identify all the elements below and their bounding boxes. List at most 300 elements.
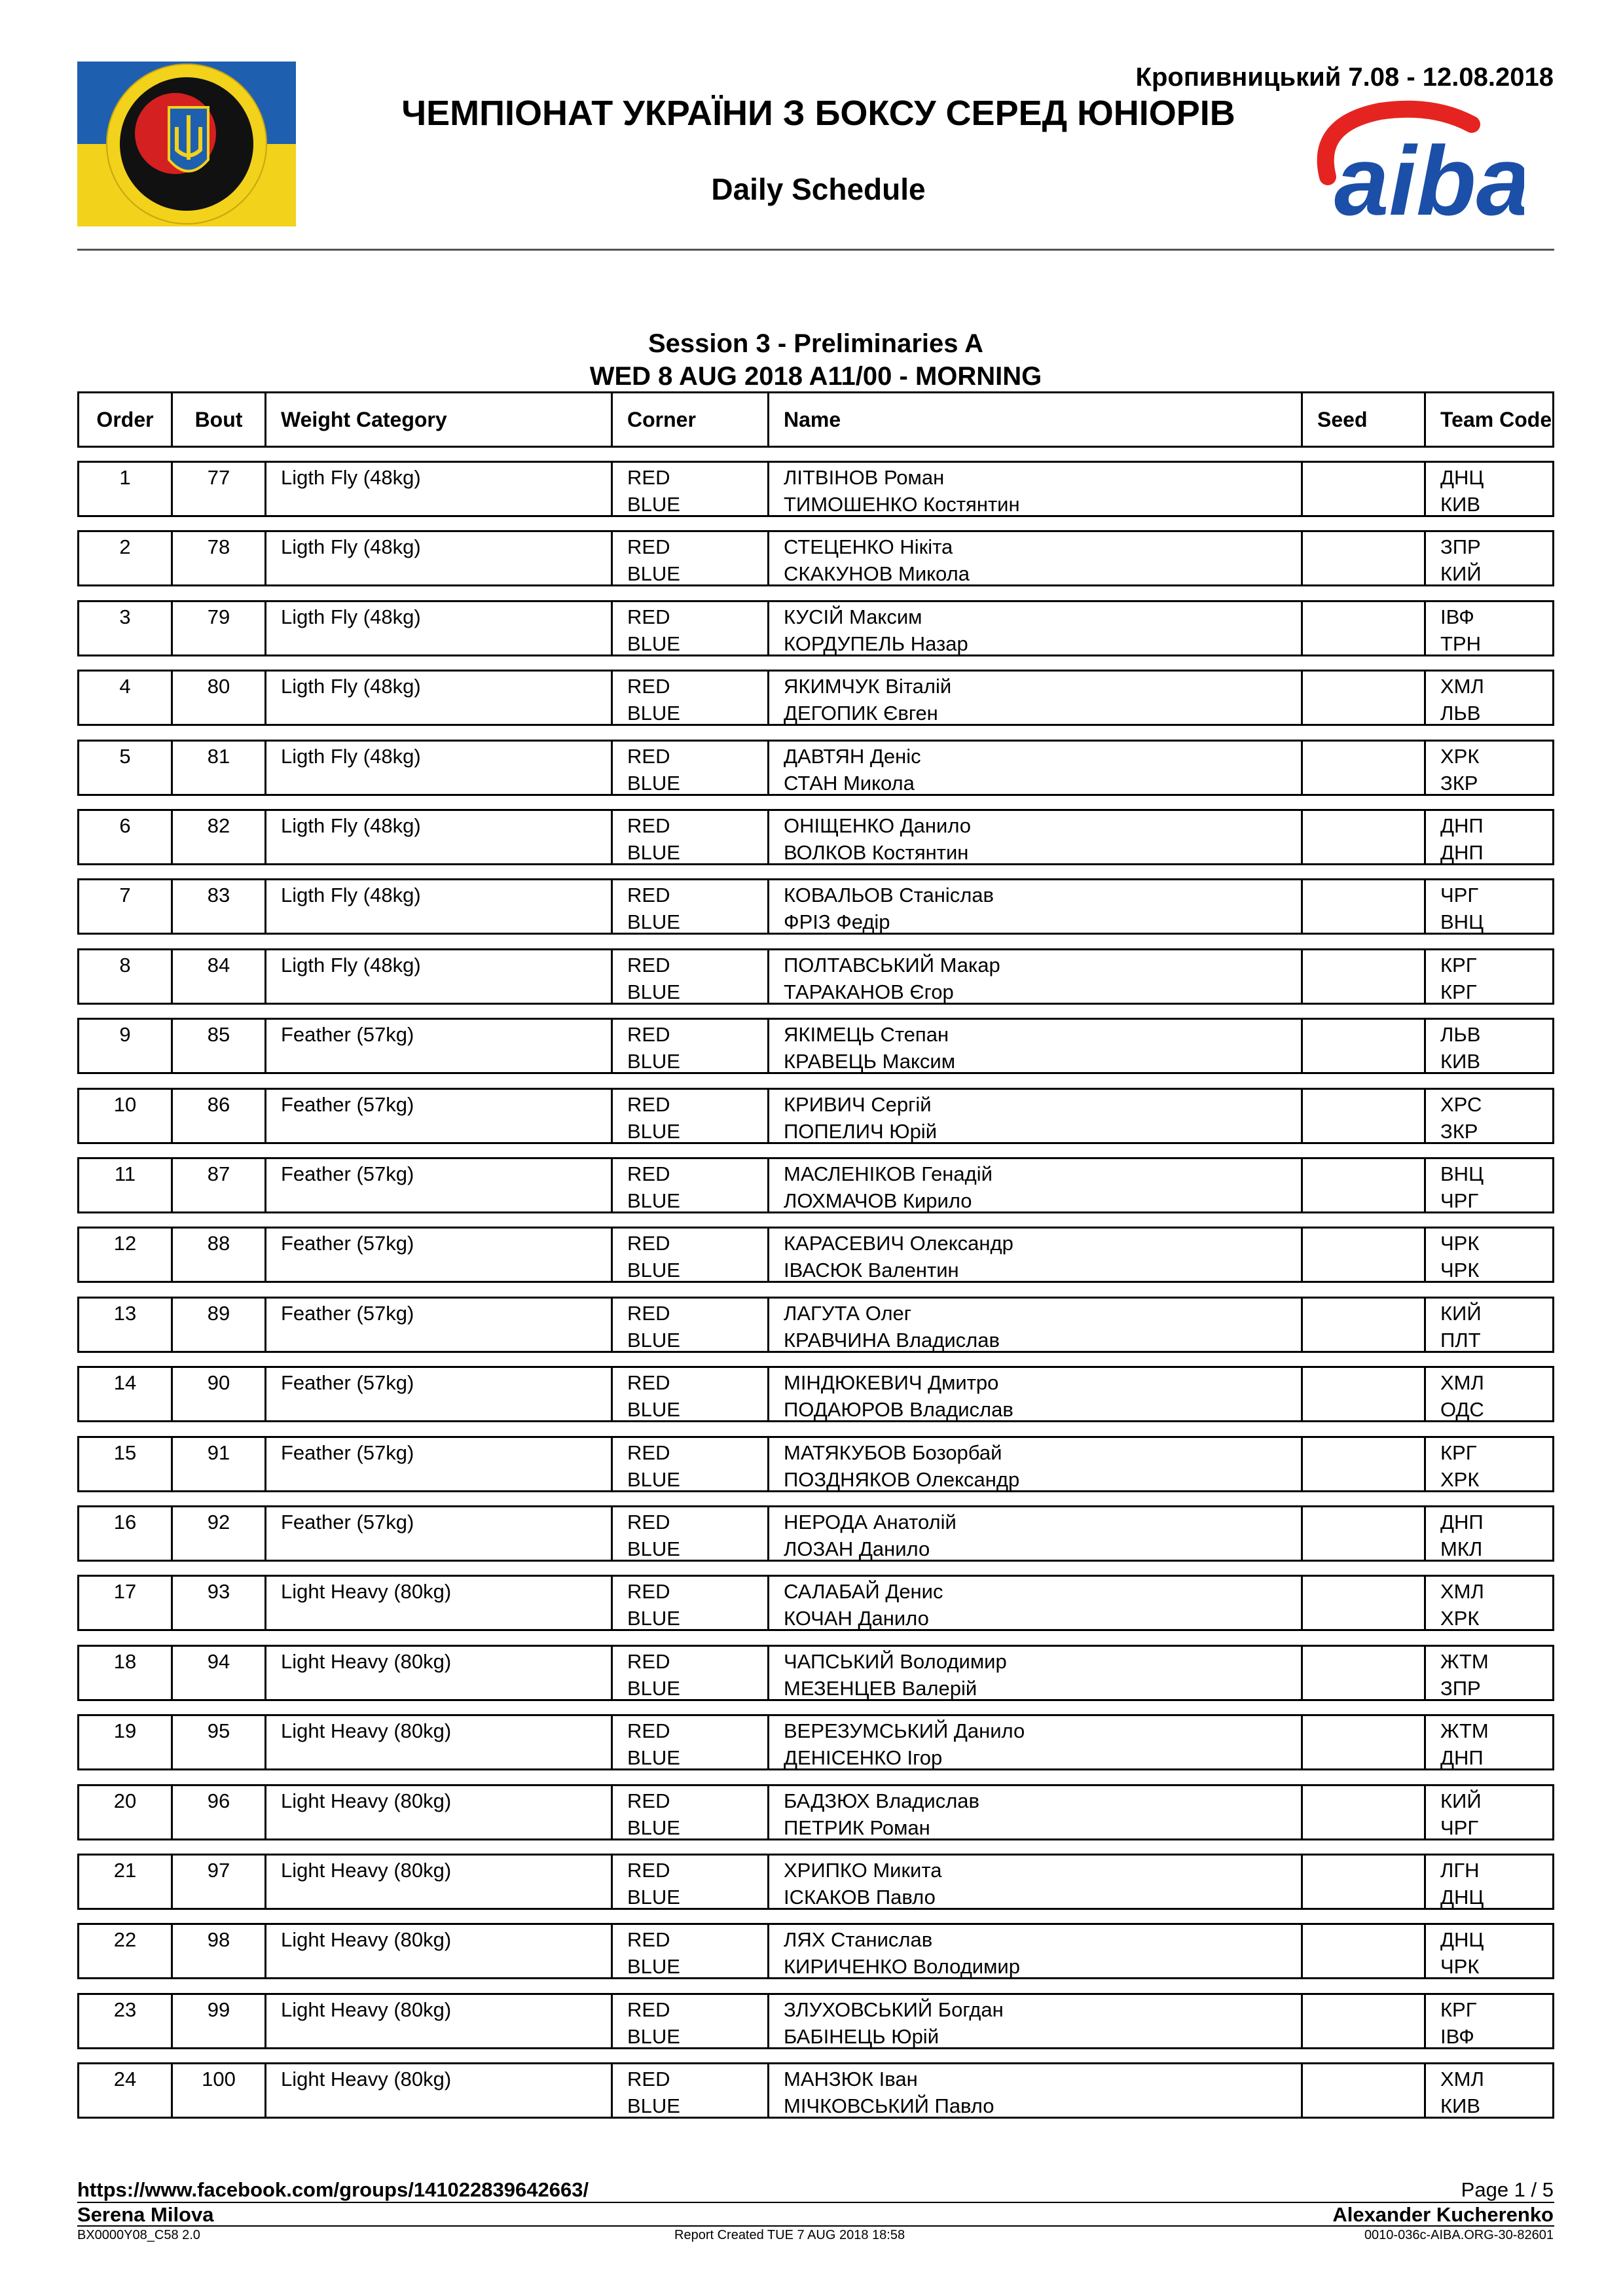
team-code-team-blue: ІВФ	[1440, 2025, 1474, 2048]
team-code-team-red: ХРС	[1440, 1093, 1482, 1116]
team-code-cell	[1426, 1507, 1552, 1560]
boxer-name-name-blue: КИРИЧЕНКО Володимир	[784, 1955, 1020, 1978]
weight-category-cell	[266, 880, 613, 933]
bout-order-order: 16	[113, 1511, 137, 1534]
team-code-team-red: ЧРГ	[1440, 884, 1479, 906]
team-code-team-red: КРГ	[1440, 954, 1477, 977]
bout-order-cell	[79, 1716, 173, 1768]
weight-category-cell	[266, 602, 613, 655]
corner-cell	[613, 1786, 769, 1839]
team-code-team-blue: ТРН	[1440, 632, 1481, 655]
corner-corner-red: RED	[627, 1371, 670, 1394]
col-order: Order	[79, 393, 173, 446]
bout-number-cell	[173, 1786, 266, 1839]
boxer-name-cell	[769, 1507, 1303, 1560]
weight-category-cell	[266, 1159, 613, 1211]
corner-corner-red: RED	[627, 675, 670, 698]
team-code-team-red: ЖТМ	[1440, 1650, 1489, 1673]
corner-cell	[613, 1368, 769, 1420]
bout-order-order: 20	[113, 1789, 137, 1812]
corner-corner-blue: BLUE	[627, 1955, 680, 1978]
bout-number-cell	[173, 1020, 266, 1072]
corner-cell	[613, 463, 769, 515]
team-code-team-blue: КРГ	[1440, 980, 1477, 1003]
boxer-name-cell	[769, 1577, 1303, 1629]
bout-number-cell	[173, 463, 266, 515]
boxer-name-cell	[769, 1716, 1303, 1768]
ukrainian-boxing-federation-logo	[77, 62, 296, 226]
team-code-team-red: ДНЦ	[1440, 1928, 1484, 1951]
corner-cell	[613, 1438, 769, 1490]
corner-cell	[613, 1577, 769, 1629]
footer-left-name: Serena Milova	[77, 2203, 214, 2226]
weight-category-weight: Feather (57kg)	[281, 1162, 414, 1185]
page-subtitle: Daily Schedule	[711, 172, 926, 206]
team-code-cell	[1426, 1716, 1552, 1768]
weight-category-cell	[266, 1786, 613, 1839]
boxer-name-name-blue: ФРІЗ Федір	[784, 910, 890, 933]
boxer-name-cell	[769, 1090, 1303, 1142]
team-code-cell	[1426, 463, 1552, 515]
bout-number-cell	[173, 811, 266, 863]
bout-number-bout: 97	[207, 1859, 230, 1882]
weight-category-weight: Light Heavy (80kg)	[281, 1998, 452, 2021]
weight-category-cell	[266, 1925, 613, 1977]
boxer-name-name-red: ЯКИМЧУК Віталій	[784, 675, 952, 698]
weight-category-weight: Light Heavy (80kg)	[281, 2068, 452, 2090]
weight-category-weight: Light Heavy (80kg)	[281, 1719, 452, 1742]
team-code-team-blue: ЗКР	[1440, 772, 1478, 795]
corner-corner-blue: BLUE	[627, 1398, 680, 1421]
boxer-name-name-blue: КОЧАН Данило	[784, 1607, 929, 1630]
team-code-cell	[1426, 1995, 1552, 2047]
document-code: BX0000Y08_C58 2.0	[77, 2228, 200, 2242]
bout-number-cell	[173, 742, 266, 794]
corner-corner-red: RED	[627, 1023, 670, 1046]
weight-category-weight: Ligth Fly (48kg)	[281, 466, 421, 489]
corner-cell	[613, 950, 769, 1003]
table-row	[77, 1714, 1554, 1770]
team-code-team-blue: ЧРГ	[1440, 1816, 1479, 1839]
boxer-name-cell	[769, 1438, 1303, 1490]
table-row	[77, 461, 1554, 517]
bout-number-bout: 91	[207, 1441, 230, 1464]
bout-number-cell	[173, 1090, 266, 1142]
corner-corner-blue: BLUE	[627, 1120, 680, 1143]
team-code-cell	[1426, 742, 1552, 794]
corner-cell	[613, 1925, 769, 1977]
boxer-name-name-blue: ДЕГОПИК Євген	[784, 702, 938, 725]
corner-corner-blue: BLUE	[627, 1189, 680, 1212]
bout-order-order: 8	[119, 954, 131, 977]
boxer-name-name-red: ЛЯХ Станислав	[784, 1928, 933, 1951]
report-created: Report Created TUE 7 AUG 2018 18:58	[674, 2228, 905, 2242]
report-reference: 0010-036c-AIBA.ORG-30-82601	[1364, 2228, 1554, 2242]
bout-number-cell	[173, 532, 266, 584]
corner-cell	[613, 602, 769, 655]
bout-order-order: 3	[119, 605, 131, 628]
table-row	[77, 809, 1554, 865]
weight-category-weight: Light Heavy (80kg)	[281, 1650, 452, 1673]
bout-order-cell	[79, 602, 173, 655]
bout-number-cell	[173, 1925, 266, 1977]
seed-cell	[1303, 672, 1426, 724]
boxer-name-name-blue: ТАРАКАНОВ Єгор	[784, 980, 954, 1003]
corner-corner-blue: BLUE	[627, 1050, 680, 1073]
boxer-name-name-blue: ВОЛКОВ Костянтин	[784, 841, 969, 864]
bout-order-cell	[79, 1299, 173, 1351]
table-row	[77, 740, 1554, 796]
team-code-cell	[1426, 1299, 1552, 1351]
team-code-team-red: ЗПР	[1440, 535, 1481, 558]
team-code-team-blue: МКЛ	[1440, 1537, 1483, 1560]
team-code-cell	[1426, 1090, 1552, 1142]
bout-order-cell	[79, 1438, 173, 1490]
boxer-name-name-red: БАДЗЮХ Владислав	[784, 1789, 980, 1812]
corner-corner-blue: BLUE	[627, 1259, 680, 1282]
page-title: ЧЕМПІОНАТ УКРАЇНИ З БОКСУ СЕРЕД ЮНІОРІВ	[401, 94, 1235, 133]
corner-corner-blue: BLUE	[627, 1746, 680, 1769]
weight-category-weight: Feather (57kg)	[281, 1093, 414, 1116]
table-row	[77, 948, 1554, 1005]
boxer-name-name-red: ЯКІМЕЦЬ Степан	[784, 1023, 949, 1046]
bout-order-order: 11	[114, 1162, 136, 1185]
table-row	[77, 1923, 1554, 1979]
team-code-cell	[1426, 2064, 1552, 2117]
boxer-name-name-red: ЧАПСЬКИЙ Володимир	[784, 1650, 1007, 1673]
bout-number-cell	[173, 1577, 266, 1629]
boxer-name-name-blue: ТИМОШЕНКО Костянтин	[784, 493, 1020, 516]
weight-category-weight: Feather (57kg)	[281, 1302, 414, 1325]
bout-order-order: 13	[113, 1302, 137, 1325]
boxer-name-cell	[769, 1159, 1303, 1211]
team-code-team-red: ІВФ	[1440, 605, 1474, 628]
corner-cell	[613, 1229, 769, 1281]
seed-cell	[1303, 950, 1426, 1003]
bout-number-cell	[173, 602, 266, 655]
col-name: Name	[769, 393, 1303, 446]
boxer-name-name-blue: МЕЗЕНЦЕВ Валерій	[784, 1677, 977, 1700]
team-code-cell	[1426, 1368, 1552, 1420]
corner-corner-blue: BLUE	[627, 1537, 680, 1560]
bout-order-order: 19	[113, 1719, 137, 1742]
boxer-name-cell	[769, 2064, 1303, 2117]
boxer-name-cell	[769, 880, 1303, 933]
bout-order-order: 9	[119, 1023, 131, 1046]
weight-category-weight: Ligth Fly (48kg)	[281, 954, 421, 977]
boxer-name-cell	[769, 532, 1303, 584]
team-code-cell	[1426, 1856, 1552, 1908]
boxer-name-name-blue: МІЧКОВСЬКИЙ Павло	[784, 2094, 994, 2117]
team-code-team-blue: ДНП	[1440, 841, 1484, 864]
bout-order-cell	[79, 1995, 173, 2047]
bout-number-bout: 82	[207, 814, 230, 837]
boxer-name-cell	[769, 1925, 1303, 1977]
team-code-team-red: КИЙ	[1440, 1789, 1482, 1812]
weight-category-cell	[266, 742, 613, 794]
boxer-name-cell	[769, 1299, 1303, 1351]
boxer-name-name-blue: ПОДАЮРОВ Владислав	[784, 1398, 1013, 1421]
weight-category-weight: Feather (57kg)	[281, 1023, 414, 1046]
boxer-name-name-blue: ДЕНІСЕНКО Ігор	[784, 1746, 943, 1769]
team-code-team-red: ХМЛ	[1440, 2068, 1484, 2090]
table-row	[77, 1018, 1554, 1074]
team-code-cell	[1426, 880, 1552, 933]
team-code-team-blue: ХРК	[1440, 1468, 1480, 1491]
boxer-name-cell	[769, 950, 1303, 1003]
boxer-name-name-blue: КРАВЧИНА Владислав	[784, 1329, 1000, 1352]
corner-cell	[613, 1647, 769, 1699]
bout-order-order: 18	[113, 1650, 137, 1673]
weight-category-weight: Feather (57kg)	[281, 1371, 414, 1394]
boxer-name-cell	[769, 1786, 1303, 1839]
team-code-cell	[1426, 1438, 1552, 1490]
corner-corner-red: RED	[627, 954, 670, 977]
team-code-team-red: ЧРК	[1440, 1232, 1480, 1255]
bout-order-order: 17	[113, 1580, 137, 1603]
bout-number-bout: 80	[207, 675, 230, 698]
corner-corner-blue: BLUE	[627, 910, 680, 933]
bout-order-cell	[79, 950, 173, 1003]
boxer-name-name-red: КУСІЙ Максим	[784, 605, 922, 628]
boxer-name-name-blue: СТАН Микола	[784, 772, 915, 795]
seed-cell	[1303, 463, 1426, 515]
team-code-cell	[1426, 1647, 1552, 1699]
table-row	[77, 1575, 1554, 1631]
boxer-name-name-red: ОНІЩЕНКО Данило	[784, 814, 972, 837]
bout-order-cell	[79, 1159, 173, 1211]
bout-number-cell	[173, 1229, 266, 1281]
table-header	[77, 391, 1554, 448]
bout-number-bout: 88	[207, 1232, 230, 1255]
boxer-name-cell	[769, 742, 1303, 794]
boxer-name-name-blue: КРАВЕЦЬ Максим	[784, 1050, 956, 1073]
footer-right-name: Alexander Kucherenko	[1332, 2203, 1554, 2226]
weight-category-cell	[266, 1647, 613, 1699]
bout-order-cell	[79, 1786, 173, 1839]
boxer-name-name-red: НЕРОДА Анатолій	[784, 1511, 957, 1534]
team-code-team-blue: ЗПР	[1440, 1677, 1481, 1700]
bout-order-cell	[79, 880, 173, 933]
corner-corner-red: RED	[627, 466, 670, 489]
bout-order-order: 24	[113, 2068, 137, 2090]
seed-cell	[1303, 1786, 1426, 1839]
bout-number-bout: 86	[207, 1093, 230, 1116]
team-code-team-blue: ПЛТ	[1440, 1329, 1481, 1352]
boxer-name-name-red: ЗЛУХОВСЬКИЙ Богдан	[784, 1998, 1004, 2021]
corner-cell	[613, 1716, 769, 1768]
weight-category-weight: Ligth Fly (48kg)	[281, 814, 421, 837]
weight-category-weight: Light Heavy (80kg)	[281, 1580, 452, 1603]
team-code-cell	[1426, 1786, 1552, 1839]
col-seed: Seed	[1303, 393, 1426, 446]
boxer-name-name-red: КАРАСЕВИЧ Олександр	[784, 1232, 1013, 1255]
table-row	[77, 1436, 1554, 1492]
corner-cell	[613, 1507, 769, 1560]
bout-order-order: 5	[119, 745, 131, 768]
corner-corner-red: RED	[627, 1580, 670, 1603]
weight-category-cell	[266, 2064, 613, 2117]
bout-number-bout: 78	[207, 535, 230, 558]
bout-order-order: 10	[113, 1093, 137, 1116]
boxer-name-cell	[769, 1020, 1303, 1072]
team-code-cell	[1426, 602, 1552, 655]
weight-category-weight: Ligth Fly (48kg)	[281, 535, 421, 558]
bout-order-cell	[79, 811, 173, 863]
corner-corner-blue: BLUE	[627, 632, 680, 655]
weight-category-cell	[266, 1995, 613, 2047]
boxer-name-name-red: ЛАГУТА Олег	[784, 1302, 912, 1325]
corner-corner-red: RED	[627, 1093, 670, 1116]
corner-cell	[613, 1299, 769, 1351]
weight-category-weight: Light Heavy (80kg)	[281, 1789, 452, 1812]
team-code-cell	[1426, 1229, 1552, 1281]
weight-category-weight: Ligth Fly (48kg)	[281, 675, 421, 698]
weight-category-cell	[266, 1020, 613, 1072]
weight-category-cell	[266, 672, 613, 724]
bout-number-bout: 87	[207, 1162, 230, 1185]
corner-corner-blue: BLUE	[627, 2025, 680, 2048]
bout-order-cell	[79, 1856, 173, 1908]
bout-number-cell	[173, 2064, 266, 2117]
table-row	[77, 1784, 1554, 1840]
boxer-name-cell	[769, 1229, 1303, 1281]
boxer-name-cell	[769, 1368, 1303, 1420]
bout-number-bout: 98	[207, 1928, 230, 1951]
weight-category-cell	[266, 1299, 613, 1351]
boxer-name-name-red: МАНЗЮК Іван	[784, 2068, 918, 2090]
team-code-cell	[1426, 1020, 1552, 1072]
corner-corner-red: RED	[627, 535, 670, 558]
seed-cell	[1303, 1090, 1426, 1142]
team-code-team-blue: ЧРК	[1440, 1955, 1480, 1978]
team-code-team-red: ХМЛ	[1440, 1580, 1484, 1603]
seed-cell	[1303, 1647, 1426, 1699]
facebook-group-link[interactable]: https://www.facebook.com/groups/141022839642663/	[77, 2178, 589, 2201]
table-row	[77, 1645, 1554, 1701]
corner-corner-red: RED	[627, 884, 670, 906]
corner-cell	[613, 1020, 769, 1072]
bout-number-bout: 85	[207, 1023, 230, 1046]
bout-order-order: 4	[119, 675, 131, 698]
corner-corner-red: RED	[627, 814, 670, 837]
header-divider	[77, 249, 1554, 251]
corner-corner-red: RED	[627, 1928, 670, 1951]
corner-corner-blue: BLUE	[627, 772, 680, 795]
team-code-team-red: ХМЛ	[1440, 1371, 1484, 1394]
corner-corner-red: RED	[627, 1441, 670, 1464]
bout-order-cell	[79, 1925, 173, 1977]
team-code-team-red: ХРК	[1440, 745, 1480, 768]
table-row	[77, 670, 1554, 726]
boxer-name-name-blue: БАБІНЕЦЬ Юрій	[784, 2025, 939, 2048]
bout-order-order: 7	[119, 884, 131, 906]
team-code-team-blue: КИЙ	[1440, 562, 1482, 585]
bout-number-cell	[173, 1856, 266, 1908]
team-code-team-blue: ДНЦ	[1440, 1886, 1484, 1909]
bout-order-cell	[79, 1020, 173, 1072]
bout-number-bout: 90	[207, 1371, 230, 1394]
boxer-name-name-red: ПОЛТАВСЬКИЙ Макар	[784, 954, 1000, 977]
seed-cell	[1303, 1995, 1426, 2047]
boxer-name-name-red: ВЕРЕЗУМСЬКИЙ Данило	[784, 1719, 1025, 1742]
corner-corner-red: RED	[627, 1650, 670, 1673]
weight-category-weight: Feather (57kg)	[281, 1232, 414, 1255]
table-row	[77, 1088, 1554, 1144]
bout-order-cell	[79, 1647, 173, 1699]
seed-cell	[1303, 1438, 1426, 1490]
team-code-cell	[1426, 811, 1552, 863]
bout-order-order: 6	[119, 814, 131, 837]
corner-corner-red: RED	[627, 1232, 670, 1255]
corner-corner-blue: BLUE	[627, 1329, 680, 1352]
bout-order-cell	[79, 1507, 173, 1560]
bout-number-bout: 81	[207, 745, 230, 768]
weight-category-weight: Feather (57kg)	[281, 1511, 414, 1534]
bout-order-cell	[79, 1368, 173, 1420]
team-code-team-red: ХМЛ	[1440, 675, 1484, 698]
corner-corner-blue: BLUE	[627, 1886, 680, 1909]
seed-cell	[1303, 1856, 1426, 1908]
corner-cell	[613, 1090, 769, 1142]
bout-number-cell	[173, 1438, 266, 1490]
bout-number-cell	[173, 672, 266, 724]
bout-number-bout: 77	[207, 466, 230, 489]
bout-number-bout: 100	[202, 2068, 236, 2090]
corner-corner-red: RED	[627, 1719, 670, 1742]
boxer-name-name-blue: ЛОЗАН Данило	[784, 1537, 930, 1560]
corner-corner-blue: BLUE	[627, 493, 680, 516]
boxer-name-name-blue: КОРДУПЕЛЬ Назар	[784, 632, 968, 655]
corner-corner-red: RED	[627, 2068, 670, 2090]
table-row	[77, 1505, 1554, 1562]
corner-cell	[613, 1159, 769, 1211]
col-team-code: Team Code	[1440, 408, 1552, 431]
team-code-cell	[1426, 1577, 1552, 1629]
bout-number-cell	[173, 1507, 266, 1560]
seed-cell	[1303, 1507, 1426, 1560]
corner-corner-blue: BLUE	[627, 1677, 680, 1700]
table-row	[77, 1854, 1554, 1910]
team-code-team-blue: ВНЦ	[1440, 910, 1484, 933]
corner-corner-blue: BLUE	[627, 841, 680, 864]
corner-cell	[613, 880, 769, 933]
seed-cell	[1303, 1577, 1426, 1629]
boxer-name-name-red: ЛІТВІНОВ Роман	[784, 466, 945, 489]
team-code-team-red: ДНП	[1440, 1511, 1484, 1534]
bout-number-cell	[173, 950, 266, 1003]
corner-corner-red: RED	[627, 605, 670, 628]
session-date: WED 8 AUG 2018 A11/00 - MORNING	[589, 362, 1042, 391]
team-code-team-blue: ЛЬВ	[1440, 702, 1481, 725]
bout-order-order: 21	[113, 1859, 137, 1882]
bout-order-cell	[79, 463, 173, 515]
weight-category-weight: Feather (57kg)	[281, 1441, 414, 1464]
team-code-team-blue: КИВ	[1440, 493, 1481, 516]
bout-number-bout: 95	[207, 1719, 230, 1742]
weight-category-cell	[266, 1507, 613, 1560]
corner-corner-red: RED	[627, 1302, 670, 1325]
boxer-name-cell	[769, 1856, 1303, 1908]
corner-cell	[613, 672, 769, 724]
corner-corner-blue: BLUE	[627, 2094, 680, 2117]
bout-number-bout: 89	[207, 1302, 230, 1325]
team-code-cell	[1426, 672, 1552, 724]
bout-number-bout: 92	[207, 1511, 230, 1534]
weight-category-cell	[266, 1577, 613, 1629]
boxer-name-name-blue: СКАКУНОВ Микола	[784, 562, 970, 585]
boxer-name-name-red: КРИВИЧ Сергій	[784, 1093, 932, 1116]
